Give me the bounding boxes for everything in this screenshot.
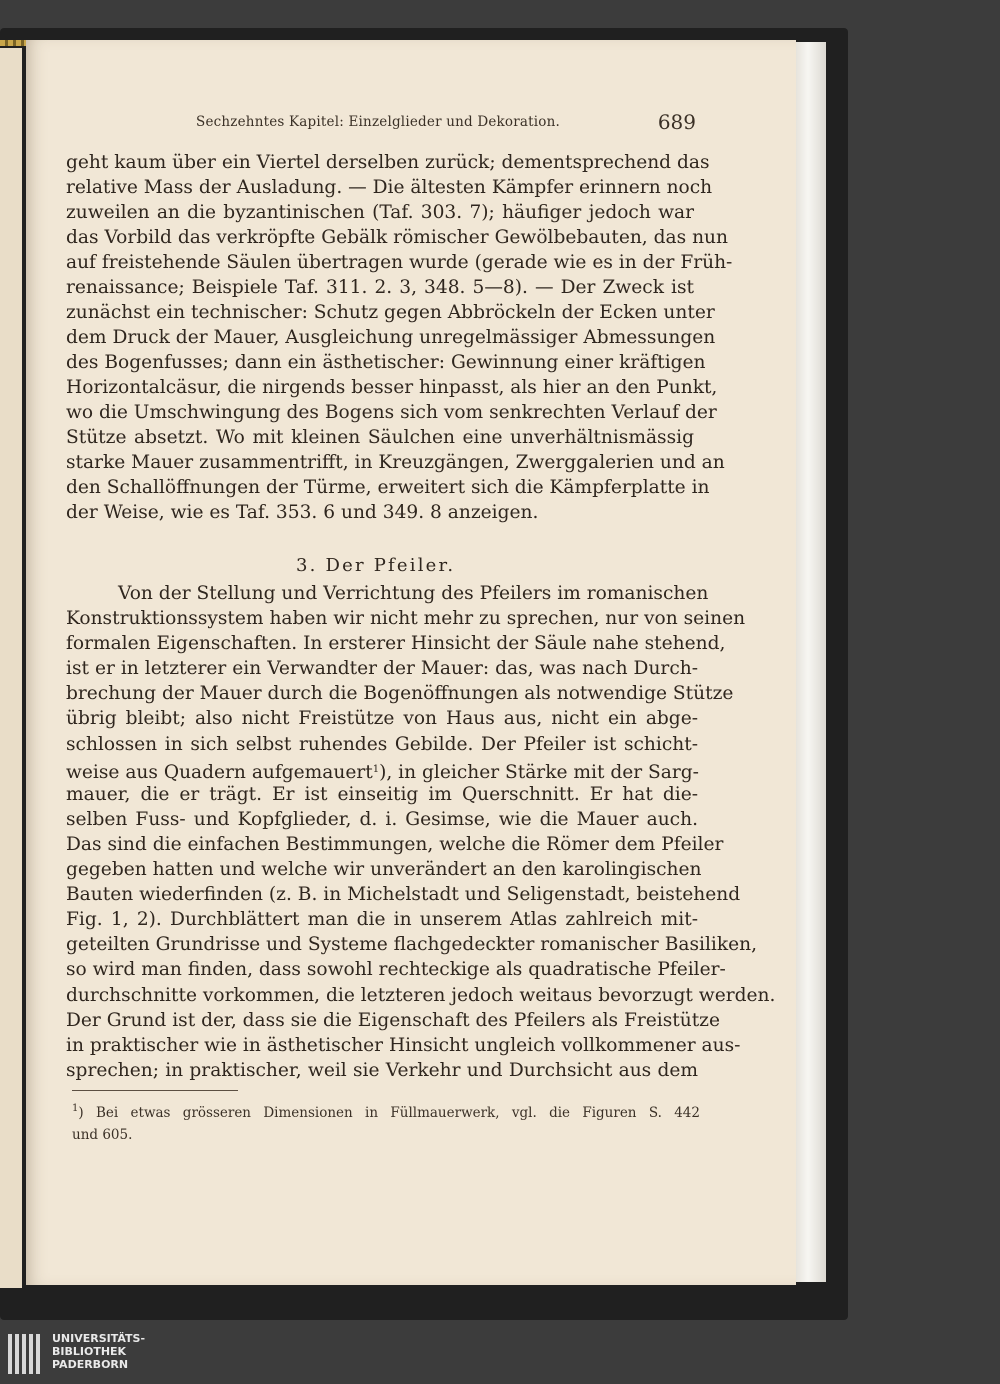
footnote-reference: 1: [372, 763, 380, 775]
text-line-with-footnote: [66, 757, 698, 782]
page-header: [196, 110, 696, 134]
text-line: Der Grund ist der, dass sie die Eigenschaft des Pfeilers als Freistütze: [66, 1009, 720, 1031]
footnote-marker: 1: [72, 1103, 79, 1114]
section-heading: 3. Der Pfeiler.: [296, 555, 456, 576]
text-line: zuweilen an die byzantinischen (Taf. 303. 7); häufiger jedoch war: [66, 202, 694, 223]
text-line: Von der Stellung und Verrichtung des Pfeilers im romanischen: [118, 583, 709, 604]
text-line: Stütze absetzt. Wo mit kleinen Säulchen eine unverhältnismässig: [66, 427, 694, 448]
text-line: Bauten wiederfinden (z. B. in Michelstadt und Seligenstadt, beistehend: [66, 884, 741, 906]
footnote-text: ) Bei etwas grösseren Dimensionen in Füllmauerwerk, vgl. die Figuren S. 442: [78, 1105, 700, 1121]
footnote: [72, 1098, 700, 1146]
text-line: relative Mass der Ausladung. — Die ältesten Kämpfer erinnern noch: [66, 177, 713, 198]
footnote-line: und 605.: [72, 1127, 133, 1143]
text-line: in praktischer wie in ästhetischer Hinsicht ungleich vollkommener aus-: [66, 1034, 741, 1056]
library-logo: [0, 1330, 220, 1384]
text-fragment: weise aus Quadern aufgemauert: [66, 761, 373, 783]
logo-line: PADERBORN: [52, 1358, 129, 1371]
text-line: so wird man finden, dass sowohl rechteckige als quadratische Pfeiler-: [66, 959, 726, 981]
page-stack-edge: [796, 42, 826, 1282]
paragraph-kaempfer: [66, 150, 733, 525]
text-line: dem Druck der Mauer, Ausgleichung unregelmässiger Abmessungen: [66, 327, 716, 348]
left-page-edge: [0, 48, 22, 1288]
text-line: renaissance; Beispiele Taf. 311. 2. 3, 348. 5—8). — Der Zweck ist: [66, 277, 694, 298]
text-line: zunächst ein technischer: Schutz gegen Abbröckeln der Ecken unter: [66, 302, 715, 323]
footnote-divider: [72, 1090, 238, 1091]
text-line: wo die Umschwingung des Bogens sich vom senkrechten Verlauf der: [66, 402, 717, 423]
logo-line: UNIVERSITÄTS-: [52, 1332, 146, 1345]
text-line: geteilten Grundrisse und Systeme flachgedeckter romanischer Basiliken,: [66, 934, 758, 956]
text-line: selben Fuss- und Kopfglieder, d. i. Gesimse, wie die Mauer auch.: [66, 808, 698, 830]
text-line: formalen Eigenschaften. In ersterer Hinsicht der Säule nahe stehend,: [66, 633, 726, 655]
logo-bars-icon: [8, 1334, 43, 1378]
paragraph-pfeiler: [66, 581, 776, 1083]
text-line: ist er in letzterer ein Verwandter der Mauer: das, was nach Durch-: [66, 658, 698, 680]
text-line: der Weise, wie es Taf. 353. 6 und 349. 8 anzeigen.: [66, 502, 539, 523]
text-line: sprechen; in praktischer, weil sie Verkehr und Durchsicht aus dem: [66, 1059, 698, 1081]
logo-line: BIBLIOTHEK: [52, 1345, 127, 1358]
text-line: schlossen in sich selbst ruhendes Gebilde. Der Pfeiler ist schicht-: [66, 733, 698, 755]
text-line: mauer, die er trägt. Er ist einseitig im Querschnitt. Er hat die-: [66, 783, 698, 805]
text-line: gegeben hatten und welche wir unverändert an den karolingischen: [66, 859, 702, 881]
text-line: Fig. 1, 2). Durchblättert man die in unserem Atlas zahlreich mit-: [66, 909, 698, 931]
logo-text: [52, 1332, 145, 1371]
text-fragment: ), in gleicher Stärke mit der Sarg-: [379, 761, 699, 783]
text-line: auf freistehende Säulen übertragen wurde (gerade wie es in der Früh-: [66, 252, 733, 273]
text-line: brechung der Mauer durch die Bogenöffnungen als notwendige Stütze: [66, 683, 734, 705]
text-line: übrig bleibt; also nicht Freistütze von Haus aus, nicht ein abge-: [66, 708, 698, 730]
footnote-line: [72, 1098, 700, 1124]
text-line: das Vorbild das verkröpfte Gebälk römischer Gewölbebauten, das nun: [66, 227, 728, 248]
text-line: des Bogenfusses; dann ein ästhetischer: Gewinnung einer kräftigen: [66, 352, 706, 373]
text-line: starke Mauer zusammentrifft, in Kreuzgängen, Zwerggalerien und an: [66, 452, 725, 473]
text-line: Horizontalcäsur, die nirgends besser hinpasst, als hier an den Punkt,: [66, 377, 718, 398]
running-head: Sechzehntes Kapitel: Einzelglieder und Dekoration.: [196, 114, 561, 130]
text-line: den Schallöffnungen der Türme, erweitert sich die Kämpferplatte in: [66, 477, 710, 498]
text-line: Das sind die einfachen Bestimmungen, welche die Römer dem Pfeiler: [66, 833, 724, 855]
page-number: 689: [657, 110, 696, 134]
text-line: geht kaum über ein Viertel derselben zurück; dementsprechend das: [66, 152, 710, 173]
text-line: Konstruktionssystem haben wir nicht mehr zu sprechen, nur von seinen: [66, 608, 746, 630]
text-line: durchschnitte vorkommen, die letzteren jedoch weitaus bevorzugt werden.: [66, 984, 776, 1006]
